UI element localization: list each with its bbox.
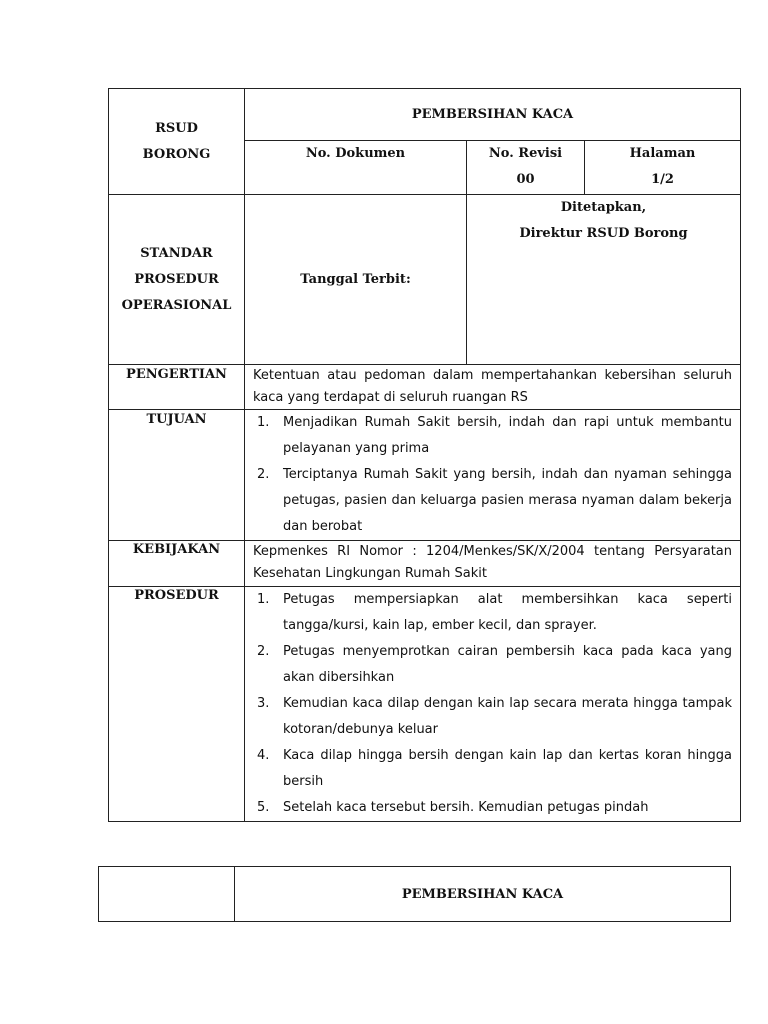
revision-label: No. Revisi [488, 146, 563, 161]
item-number: 3. [257, 696, 270, 711]
prosedur-cell [245, 587, 741, 822]
page-value: 1/2 [651, 172, 674, 187]
document-title: PEMBERSIHAN KACA [245, 89, 741, 141]
list-item [245, 587, 740, 639]
doc-number-cell [245, 141, 467, 195]
prosedur-list [245, 587, 740, 821]
doc-number-label: No. Dokumen [305, 146, 406, 161]
list-item [245, 795, 740, 821]
approver-name: Direktur RSUD Borong [519, 226, 688, 241]
item-number: 1. [257, 592, 270, 607]
issue-date-cell [245, 195, 467, 365]
list-item [245, 639, 740, 691]
list-item [245, 743, 740, 795]
page2-header-table [98, 866, 731, 922]
tujuan-cell [245, 410, 741, 541]
hospital-name-line1: RSUD [155, 120, 198, 136]
item-number: 4. [257, 748, 270, 763]
item-number: 2. [257, 644, 270, 659]
pengertian-label: PENGERTIAN [109, 365, 245, 410]
kebijakan-label: KEBIJAKAN [109, 541, 245, 587]
list-item [245, 691, 740, 743]
item-text: Kaca dilap hingga bersih dengan kain lap dan kertas koran hingga bersih [283, 748, 732, 789]
item-text: Terciptanya Rumah Sakit yang bersih, indah dan nyaman sehingga petugas, pasien dan keluarga pasien merasa nyaman dalam bekerja dan berobat [283, 467, 732, 534]
item-text: Kemudian kaca dilap dengan kain lap secara merata hingga tampak kotoran/debunya keluar [283, 696, 732, 737]
revision-value: 00 [516, 172, 535, 187]
sop-label-line3: OPERASIONAL [121, 297, 232, 313]
approval-cell [467, 195, 741, 365]
sop-label-cell [109, 195, 245, 365]
kebijakan-text: Kepmenkes RI Nomor : 1204/Menkes/SK/X/2004 tentang Persyaratan Kesehatan Lingkungan Rumah Sakit [253, 544, 732, 581]
pengertian-text: Ketentuan atau pedoman dalam mempertahankan kebersihan seluruh kaca yang terdapat di seluruh ruangan RS [253, 368, 732, 405]
list-item [245, 410, 740, 462]
list-item [245, 462, 740, 540]
revision-cell [467, 141, 585, 195]
prosedur-label: PROSEDUR [109, 587, 245, 822]
tujuan-label: TUJUAN [109, 410, 245, 541]
item-number: 2. [257, 467, 270, 482]
page-label: Halaman [629, 146, 696, 161]
issue-date-label: Tanggal Terbit: [300, 271, 411, 287]
kebijakan-cell [245, 541, 741, 587]
page2-logo-cell [99, 867, 235, 922]
page-cell [585, 141, 741, 195]
item-number: 5. [257, 800, 270, 815]
tujuan-list [245, 410, 740, 540]
hospital-name-line2: BORONG [142, 146, 211, 162]
sop-label-line2: PROSEDUR [134, 271, 219, 287]
sop-table [108, 88, 741, 822]
item-text: Petugas mempersiapkan alat membersihkan kaca seperti tangga/kursi, kain lap, ember kecil, dan sprayer. [283, 592, 732, 633]
item-text: Petugas menyemprotkan cairan pembersih kaca pada kaca yang akan dibersihkan [283, 644, 732, 685]
hospital-name-cell [109, 89, 245, 195]
item-text: Setelah kaca tersebut bersih. Kemudian petugas pindah [283, 800, 649, 815]
page2-document-title: PEMBERSIHAN KACA [235, 867, 731, 922]
approved-label: Ditetapkan, [560, 200, 647, 215]
item-text: Menjadikan Rumah Sakit bersih, indah dan rapi untuk membantu pelayanan yang prima [283, 415, 732, 456]
pengertian-cell [245, 365, 741, 410]
item-number: 1. [257, 415, 270, 430]
sop-label-line1: STANDAR [140, 245, 213, 261]
